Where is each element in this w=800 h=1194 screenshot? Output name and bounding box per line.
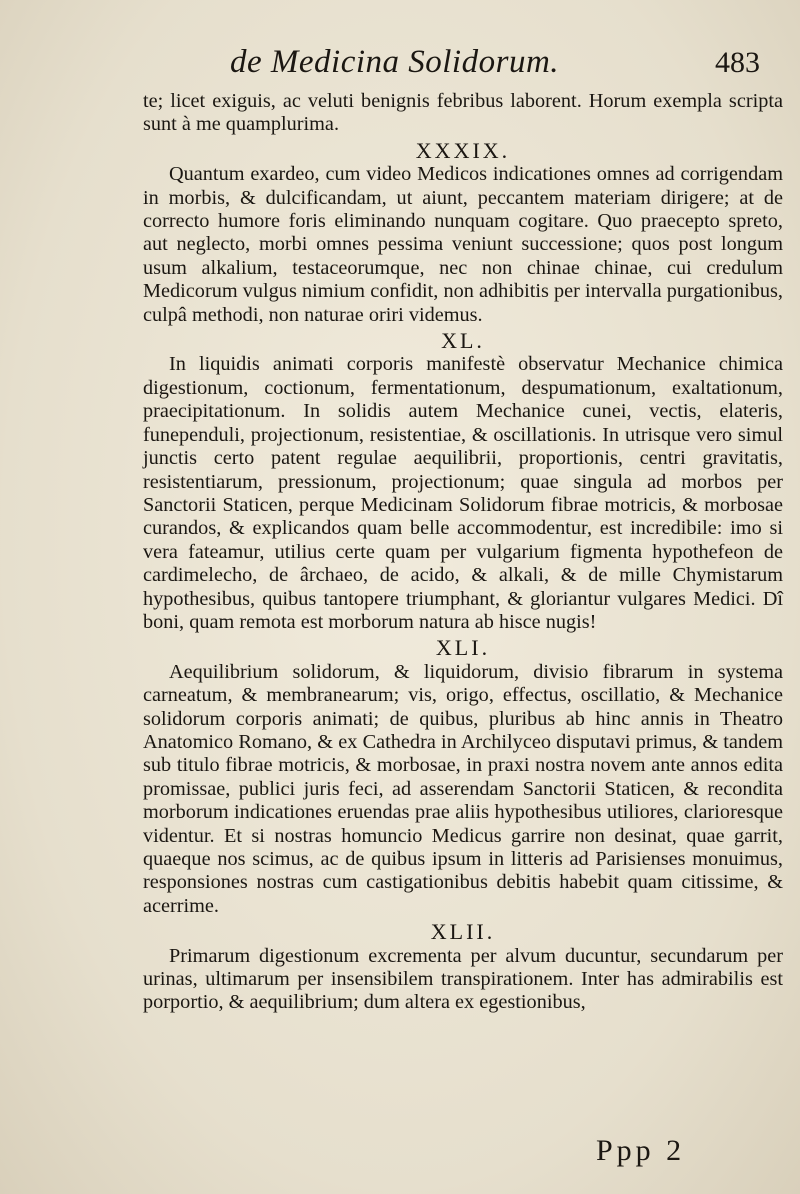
paragraph: Primarum digestionum excrementa per alvum ducuntur, secundarum per urinas, ultimarum per insensibilem transpirationem. Inter has admirabilis est porportio, & aequilibrium; dum altera ex egestionibus, [143,944,783,1014]
paragraph: Aequilibrium solidorum, & liquidorum, divisio fibrarum in systema carneatum, & membranearum; vis, origo, effectus, oscillatio, & Mechanice solidorum corporis animati; de quibus, pluribus ab hinc annis in Theatro Anatomico Romano, & ex Cathedra in Archilyceo disputavi primus, & tandem sub titulo fibrae motricis, & morbosae, in praxi nostra novem ante annos edita promissae, publici juris feci, ad asserendam Sanctorii Staticen, & recondita morborum indicationes eruendas prae aliis hypothesibus utiliores, clarioresque videntur. Et si nostras homuncio Medicus garrire non desinat, quae garrit, quaeque nos scimus, ac de quibus ipsum in litteris ad Parisienses monuimus, responsiones nostras cum castigationibus debitis habebit quam citissime, & acerrime. [143,660,783,917]
section-number: XLII. [430,919,496,945]
running-title: de Medicina Solidorum. [230,44,560,80]
page-header [160,44,760,84]
signature-mark: Ppp 2 [596,1134,686,1167]
body-text [143,90,783,1015]
paragraph: In liquidis animati corporis manifestè observatur Mechanice chimica digestionum, coctionum, fermentationum, despumationum, exaltationum, praecipitationum. In solidis autem Mechanice cunei, vectis, elateris, funependuli, projectionum, resistentiae, & oscillationis. In utrisque vero simul junctis certo patent regulae aequilibrii, proportionis, centri gravitatis, resistentiarum, pressionum, projectionum; quae singula ad morbos per Sanctorii Staticen, perque Medicinam Solidorum fibrae motricis, & morbosae curandos, & explicandos quam belle accommodentur, est incredibile: imo si vera fateamur, utilius certe quam per vulgarium figmenta hypothefeon de cardimelecho, de ârchaeo, de acido, & alkali, & de mille Chymistarum hypothesibus, quibus tantopere triumphant, & gloriantur vulgares Medici. Dî boni, quam remota est morborum natura ab hisce nugis! [143,353,783,633]
section-number: XL. [441,328,485,354]
page-number: 483 [715,46,760,79]
paragraph: te; licet exiguis, ac veluti benignis febribus laborent. Horum exempla scripta sunt à me quamplurima. [143,90,783,136]
paragraph: Quantum exardeo, cum video Medicos indicationes omnes ad corrigendam in morbis, & dulcificandam, ut aiunt, peccantem materiam dirigere; at de correcto humore foris eliminando nunquam cogitare. Quo praecepto spreto, aut neglecto, morbi omnes pessima veniunt successione; quos post longum usum alkalium, testaceorumque, nec non chinae chinae, cui credulum Medicorum vulgus nimium confidit, non adhibitis per intervalla purgationibus, culpâ methodi, non naturae oriri videmus. [143,163,783,326]
section-number: XXXIX. [415,137,511,163]
section-number: XLI. [435,635,491,661]
